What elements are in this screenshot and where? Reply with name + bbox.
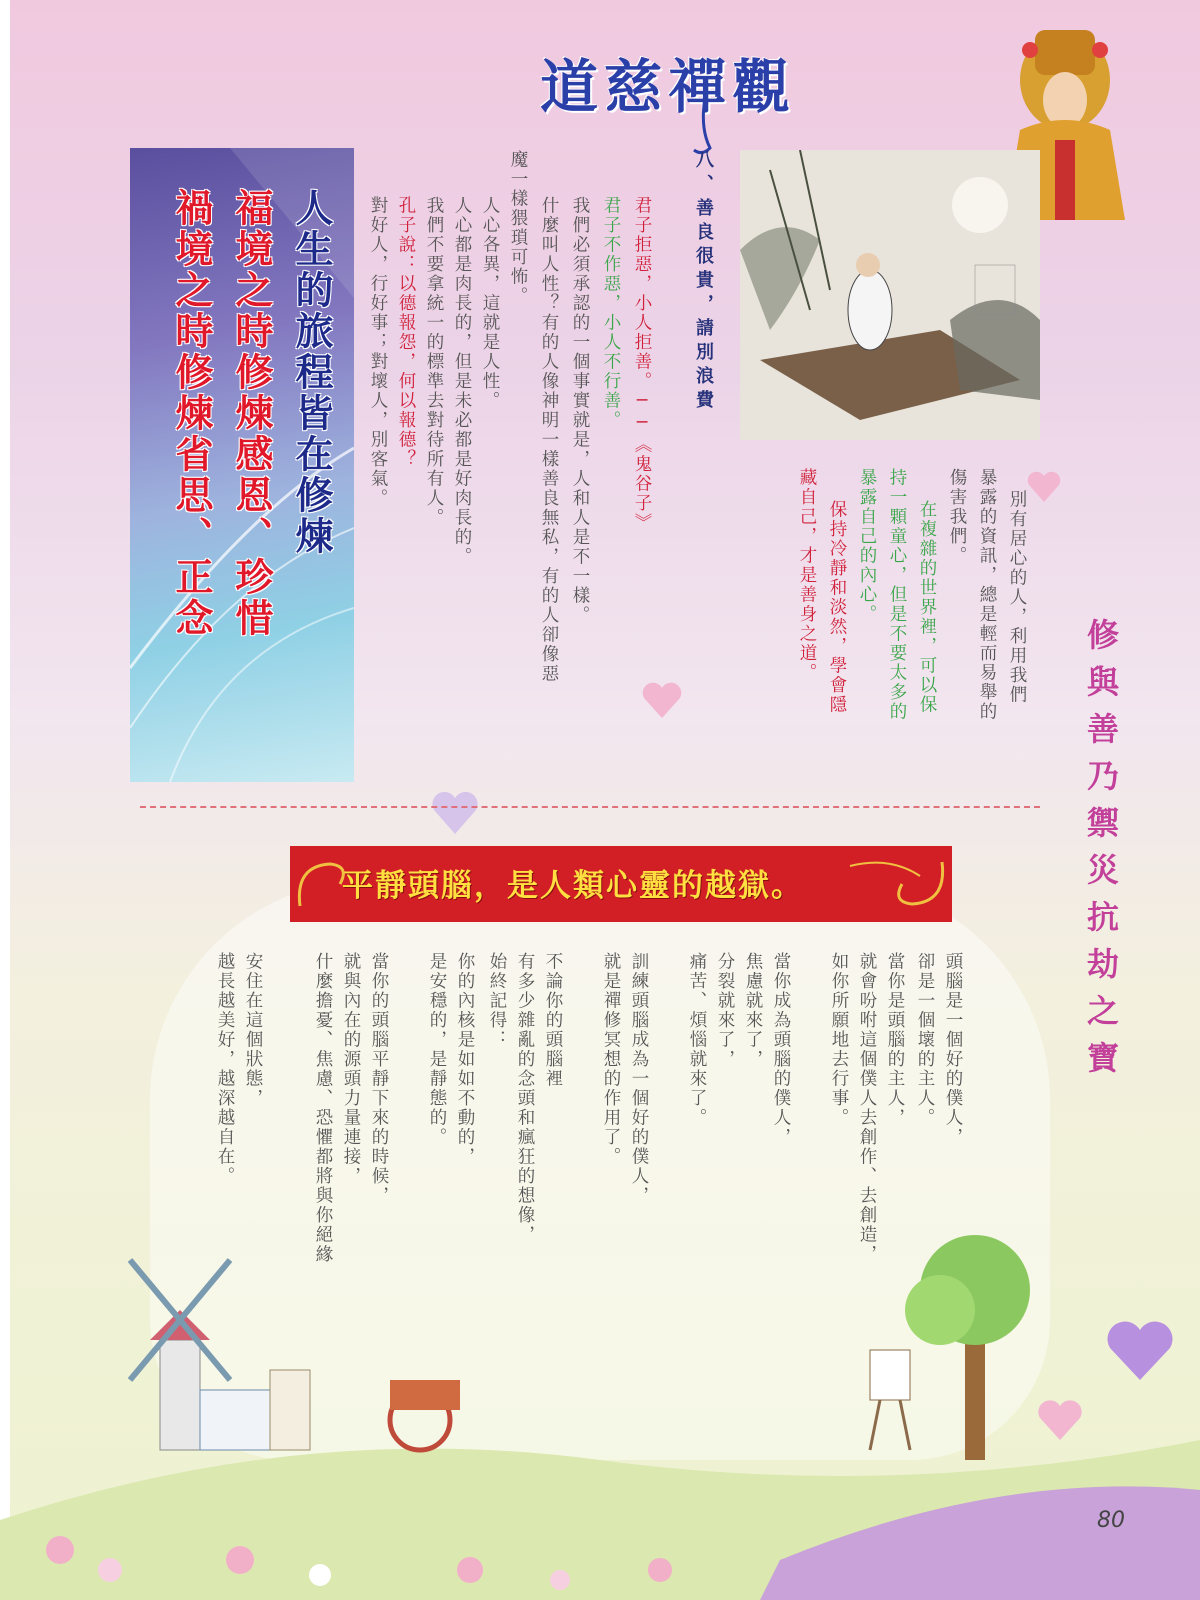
poem-line-12: 不論你的頭腦裡: [543, 952, 563, 1089]
poem-line-3: 當你是頭腦的主人，: [885, 952, 905, 1128]
section-heading: 八、善良很貴，請別浪費: [693, 150, 714, 414]
banner-line-2: 福境之時修煉感恩、珍惜: [229, 188, 274, 639]
poem-line-6: 當你成為頭腦的僕人，: [771, 952, 791, 1147]
poem-line-15: 你的內核是如如不動的，: [455, 952, 475, 1167]
text-paragraph-3: 魔一樣猥瑣可怖。: [508, 150, 528, 306]
motto-banner: [130, 148, 354, 782]
text-paragraph-7: 對好人，行好事；對壞人，別客氣。: [368, 196, 388, 508]
poem-line-17: 當你的頭腦平靜下來的時候，: [369, 952, 389, 1206]
section-divider: [140, 806, 1040, 808]
poem-line-10: 訓練頭腦成為一個好的僕人，: [629, 952, 649, 1206]
quote-guiguzi: 君子拒惡，小人拒善。──《鬼谷子》: [632, 196, 652, 533]
poem-line-2: 卻是一個壞的主人。: [915, 952, 935, 1128]
poem-line-7: 焦慮就來了，: [743, 952, 763, 1069]
heart-icon: [430, 790, 480, 836]
right-red-1: 保持冷靜和淡然，學會隱: [827, 500, 847, 715]
right-text-3: 傷害我們。: [947, 468, 967, 566]
text-paragraph-6: 我們不要拿統一的標準去對待所有人。: [424, 196, 444, 528]
right-green-1: 在複雜的世界裡，可以保: [917, 500, 937, 715]
banner-line-1: 人生的旅程皆在修煉: [289, 188, 334, 557]
poem-line-20: 安住在這個狀態，: [243, 952, 263, 1108]
right-text-1: 別有居心的人，利用我們: [1007, 490, 1027, 705]
page-title: 道慈禪觀: [540, 53, 797, 121]
quote-junzi: 君子不作惡，小人不行善。: [601, 196, 621, 430]
text-paragraph-5: 人心都是肉長的，但是未必都是好肉長的。: [452, 196, 472, 567]
poem-line-13: 有多少雜亂的念頭和瘋狂的想像，: [515, 952, 535, 1245]
poem-line-8: 分裂就來了，: [715, 952, 735, 1069]
quote-confucius: 孔子說：以德報怨，何以報德？: [396, 196, 416, 469]
poem-line-1: 頭腦是一個好的僕人，: [943, 952, 963, 1147]
text-paragraph-4: 人心各異，這就是人性。: [480, 196, 500, 411]
poem-line-18: 就與內在的源頭力量連接，: [341, 952, 361, 1186]
text-paragraph-2: 什麼叫人性？有的人像神明一樣善良無私，有的人卻像惡: [539, 196, 559, 684]
right-text-2: 暴露的資訊，總是輕而易舉的: [977, 468, 997, 722]
right-green-3: 暴露自己的內心。: [857, 468, 877, 624]
side-title: 修與善乃禦災抗劫之寶: [1082, 618, 1120, 1088]
poem-line-4: 就會吩咐這個僕人去創作、去創造，: [857, 952, 877, 1264]
poem-line-5: 如你所願地去行事。: [829, 952, 849, 1128]
banner-line-3: 禍境之時修煉省思、正念: [169, 188, 214, 639]
poem-line-9: 痛苦、煩惱就來了。: [687, 952, 707, 1128]
poem-line-19: 什麼擔憂、焦慮、恐懼都將與你絕緣: [313, 952, 333, 1264]
heart-icon: [640, 680, 684, 720]
countryside-illustration: [0, 1220, 1200, 1600]
right-red-2: 藏自己，才是善身之道。: [797, 468, 817, 683]
scholar-painting-image: [740, 150, 1040, 440]
quote-banner-text: 平靜頭腦，是人類心靈的越獄。: [342, 868, 804, 904]
poem-line-14: 始終記得：: [487, 952, 507, 1050]
poem-line-21: 越長越美好，越深越自在。: [215, 952, 235, 1186]
title-flourish: [690, 98, 720, 158]
text-paragraph-1: 我們必須承認的一個事實就是，人和人是不一樣。: [570, 196, 590, 625]
heart-icon: [1026, 470, 1062, 504]
quote-banner: [290, 846, 952, 922]
right-green-2: 持一顆童心，但是不要太多的: [887, 468, 907, 722]
page-number: 80: [1097, 1508, 1125, 1533]
poem-line-11: 就是禪修冥想的作用了。: [601, 952, 621, 1167]
poem-line-16: 是安穩的，是靜態的。: [427, 952, 447, 1147]
